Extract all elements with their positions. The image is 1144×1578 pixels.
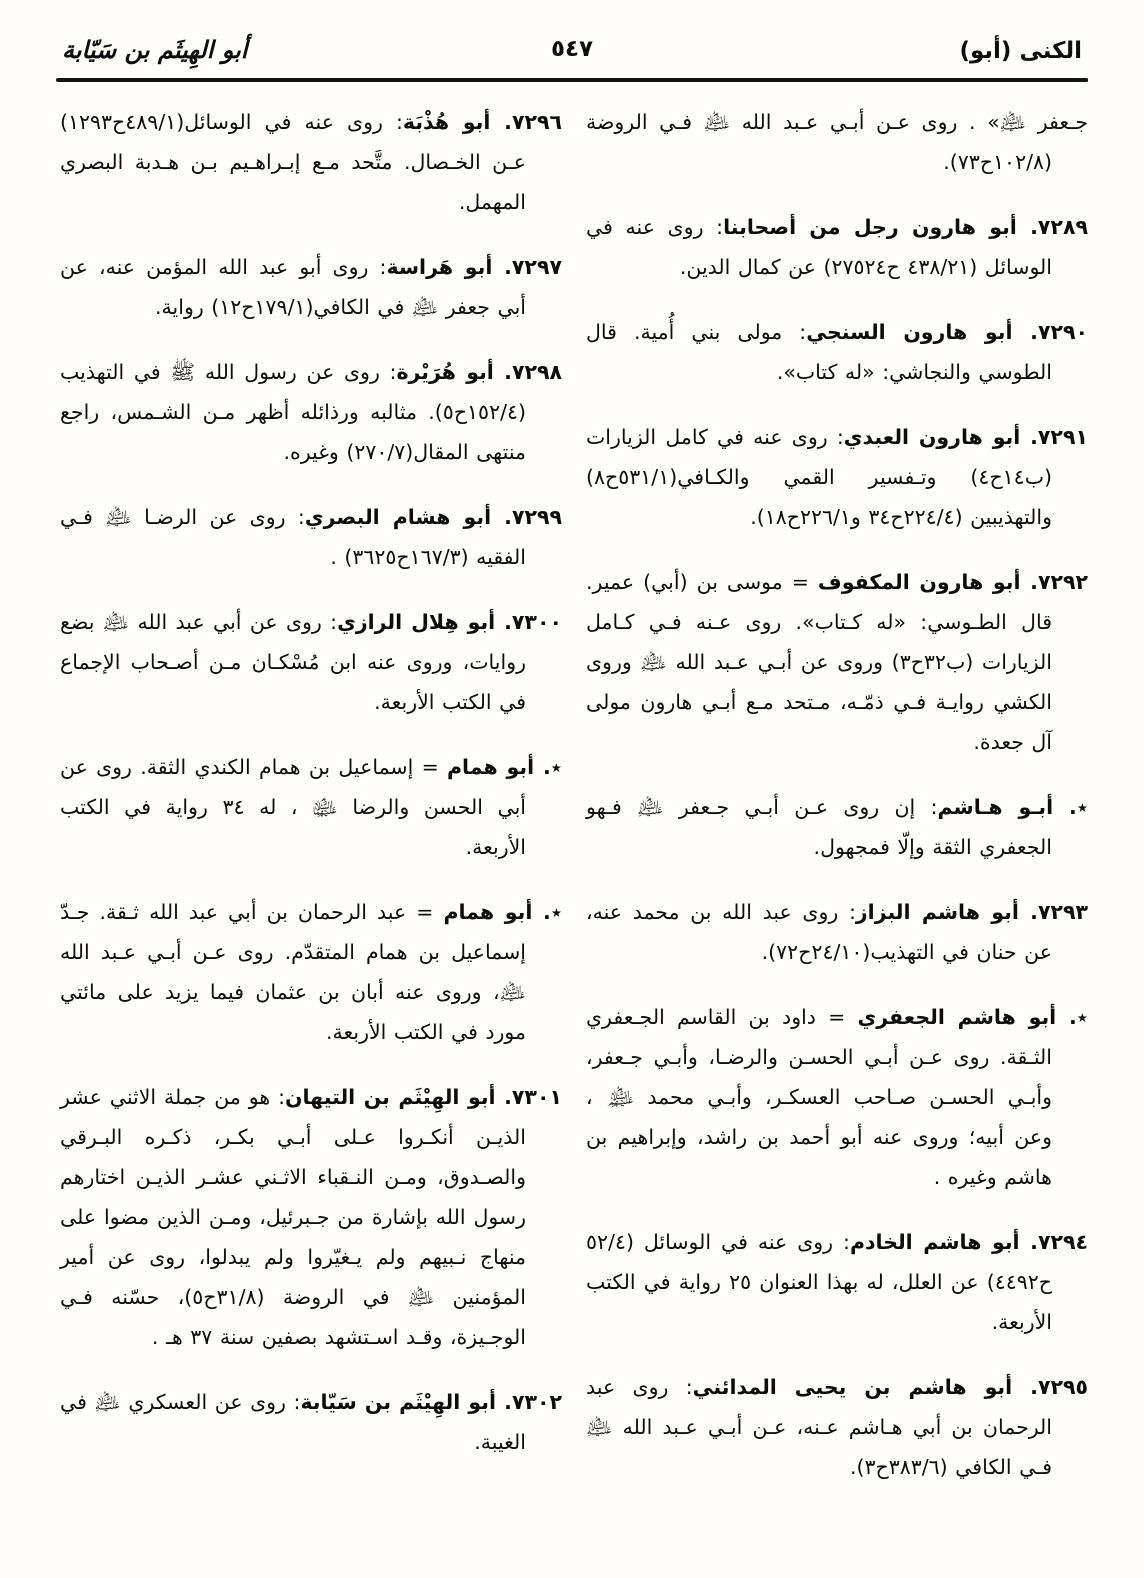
entry-name: أبو هارون السنجي [806, 320, 1013, 344]
entry-7301 [60, 1077, 562, 1357]
entry-text: : روى أبو عبد الله المؤمن عنه، عن أبي جعفر ﵇ في الكافي(١٧٩/١ح١٢) رواية. [60, 255, 526, 319]
page-header [56, 30, 1088, 78]
entry-name: أبو هارون رجل من أصحابنا [723, 215, 1017, 239]
entry-7300 [60, 602, 562, 722]
entry-number: ٧٢٨٩. [1016, 215, 1088, 239]
entry-name: أبو هِلال الرازي [337, 610, 496, 634]
entry-number: ٧٣٠٠. [495, 610, 562, 634]
entry-number: ٧٢٩٤. [1019, 1230, 1089, 1254]
entry-name: أبو همام [447, 755, 535, 779]
entry-number: ٧٣٠١. [495, 1085, 562, 1109]
entry-number: ٧٢٩٣. [1018, 900, 1088, 924]
header-running-title: أبو الهِيثَم بن سَيّابة [62, 36, 248, 64]
entry-text: : روى عن العسكري ﵇ في الغيبة. [60, 1390, 526, 1454]
entry-name: أبو هشام البصري [304, 505, 492, 529]
entry-text: : روى عبد الله بن محمد عنه، عن حنان في التهذيب(٢٤/١٠ح٧٢). [586, 900, 1052, 964]
entry-7291 [586, 417, 1088, 537]
entry-text: : روى عنه في الوسائل(٤٨٩/١ح١٢٩٣) عـن الخـصال. متَّحد مـع إبـراهـيم بـن هـدبة البصري المهمل. [60, 110, 526, 214]
entry-7299 [60, 497, 562, 577]
entry-name: أبو هاشم بن يحيى المدائني [692, 1375, 1013, 1399]
entry-name: أبو هاشم الجعفري [857, 1005, 1057, 1029]
header-section-title: الكنى (أبو) [959, 38, 1082, 64]
entry-text: = داود بن القاسم الجـعفري الثـقة. روى عـن أبـي الحسـن والرضـا، وأبـي جـعفر، وأبـي الحسـن صـاحب العسكـر، وأبـي محمد ﵈ ، وعن أبيه؛ وروى عنه أبو أحمد بن راشد، وإبراهيم بن هاشم وغيره . [586, 1005, 1052, 1189]
entry-name: أبو الهِيْثَم بن التيهان [284, 1085, 496, 1109]
entry-star-marker: ٭. [1056, 1005, 1088, 1029]
entry-number: ٧٢٩٨. [493, 360, 562, 384]
entry-number: ٧٢٩٢. [1020, 570, 1088, 594]
entry-star-abu-hammam-1 [60, 747, 562, 867]
entry-name: أبـو هـاشم [937, 795, 1054, 819]
entry-star-marker: ٭. [532, 900, 562, 924]
entry-continuation [586, 102, 1088, 182]
entry-star-abu-hashim [586, 787, 1088, 867]
entry-text: : روى عن أبي عبد الله ﵇ بضع روايات، وروى عنه ابن مُسْكـان مـن أصـحاب الإجماع في الكتب الأربعة. [60, 610, 526, 714]
entry-text: : هو من جملة الاثني عشر الذيـن أنكـروا عـلى أبـي بكـر، ذكـره البـرقي والصـدوق، ومـن النـقباء الاثـني عشـر الذيـن اختارهم رسول الله بإشارة من جـبرئيل، ومـن الذين مضوا على منهاج نـبيهم ولم يـغيّروا ولم يبدلوا، روى عن أمير المؤمنين ﵇ في الروضة (٣١/٨ح٥)، حسّنه فـي الوجـيزة، وقـد اسـتشهد بصفين سنة ٣٧ هـ . [60, 1085, 526, 1349]
entry-name: أبو هارون المكفوف [817, 570, 1021, 594]
entry-name: أبو هُرَيْرة [396, 360, 494, 384]
entry-name: أبو الهِيْثَم بن سَيّابة [300, 1390, 496, 1414]
entry-7289 [586, 207, 1088, 287]
entry-name: أبو هاشم البزاز [855, 900, 1019, 924]
text-columns [56, 82, 1088, 1512]
entry-name: أبو هَراسة [386, 255, 493, 279]
entry-text: = موسى بن (أبي) عمير. قال الطـوسي: «له كـتاب». روى عـنه فـي كـامل الزيارات (ب٣٢ح٣) وروى عن أبـي عـبد الله ﵇ وروى الكشي روايـة فـي ذمّـه، مـتحد مـع أبـي هارون مولى آل جعدة. [586, 570, 1052, 754]
entry-7297 [60, 247, 562, 327]
entry-number: ٧٢٩٧. [492, 255, 562, 279]
entry-star-abu-hammam-2 [60, 892, 562, 1052]
entry-star-abu-hashim-jafari [586, 997, 1088, 1197]
entry-name: أبو هارون العبدي [843, 425, 1021, 449]
entry-name: أبو همام [443, 900, 533, 924]
entry-7293 [586, 892, 1088, 972]
entry-number: ٧٣٠٢. [496, 1390, 563, 1414]
entry-text: = إسماعيل بن همام الكندي الثقة. روى عن أبي الحسن والرضا ﵉ ، له ٣٤ رواية في الكتب الأربعة. [60, 755, 526, 859]
column-left [60, 102, 562, 1512]
entry-star-marker: ٭. [534, 755, 562, 779]
entry-7295 [586, 1367, 1088, 1487]
column-right [586, 102, 1088, 1512]
entry-number: ٧٢٩٦. [490, 110, 562, 134]
entry-name: أبو هُذْبَة [402, 110, 491, 134]
entry-text: : روى عبد الرحمان بن أبي هـاشم عـنه، عـن أبـي عـبد الله ﵇ فـي الكافي (٣٨٣/٦ح٣). [586, 1375, 1052, 1479]
entry-number: ٧٢٩٩. [491, 505, 562, 529]
entry-number: ٧٢٩١. [1020, 425, 1088, 449]
entry-text: جـعفر ﵇» . روى عـن أبـي عـبد الله ﵇ فـي الروضة (١٠٢/٨ح٧٣). [586, 110, 1088, 174]
entry-number: ٧٢٩٠. [1012, 320, 1088, 344]
header-page-number: ٥٤٧ [550, 36, 594, 62]
entry-star-marker: ٭. [1053, 795, 1088, 819]
entry-7292 [586, 562, 1088, 762]
entry-7296 [60, 102, 562, 222]
entry-7298 [60, 352, 562, 472]
entry-7290 [586, 312, 1088, 392]
entry-text: : مولى بني أُمية. قال الطوسي والنجاشي: «له كتاب». [586, 320, 1052, 384]
entry-text: : روى عن رسول الله ﷺ في التهذيب (١٥٢/٤ح٥). مثالبه ورذائله أظهر مـن الشـمس، راجع منتهى المقال(٢٧٠/٧) وغيره. [60, 360, 526, 464]
entry-text: : روى عنه في كامل الزيارات (ب١٤ح٤) وتـفسير القمي والكـافي(٥٣١/١ح٨) والتهذيبين (٢٢٤/٤ح٣٤ و٢٢٦/١ح١٨). [586, 425, 1052, 529]
entry-name: أبو هاشم الخادم [849, 1230, 1020, 1254]
entry-7294 [586, 1222, 1088, 1342]
entry-text: : روى عنه في الوسائل (٤٣٨/٢١ ح٢٧٥٢٤) عن كمال الدين. [586, 215, 1052, 279]
entry-number: ٧٢٩٥. [1012, 1375, 1089, 1399]
entry-7302 [60, 1382, 562, 1462]
entry-text: : إن روى عـن أبـي جـعفر ﵇ فـهو الجعفري الثقة وإلّا فمجهول. [586, 795, 1052, 859]
entry-text: : روى عنه في الوسائل (٥٢/٤ ح٤٤٩٢) عن العلل، له بهذا العنوان ٢٥ رواية في الكتب الأربعة. [586, 1230, 1052, 1334]
entry-text: = عبد الرحمان بن أبي عبد الله ثـقة. جـدّ إسماعيل بن همام المتقدّم. روى عـن أبـي عـبد الله ﵇، وروى عنه أبان بن عثمان فيما يزيد على مائتي مورد في الكتب الأربعة. [60, 900, 526, 1044]
entry-text: : روى عن الرضـا ﵇ فـي الفقيه (١٦٧/٣ح٣٦٢٥) . [60, 505, 526, 569]
